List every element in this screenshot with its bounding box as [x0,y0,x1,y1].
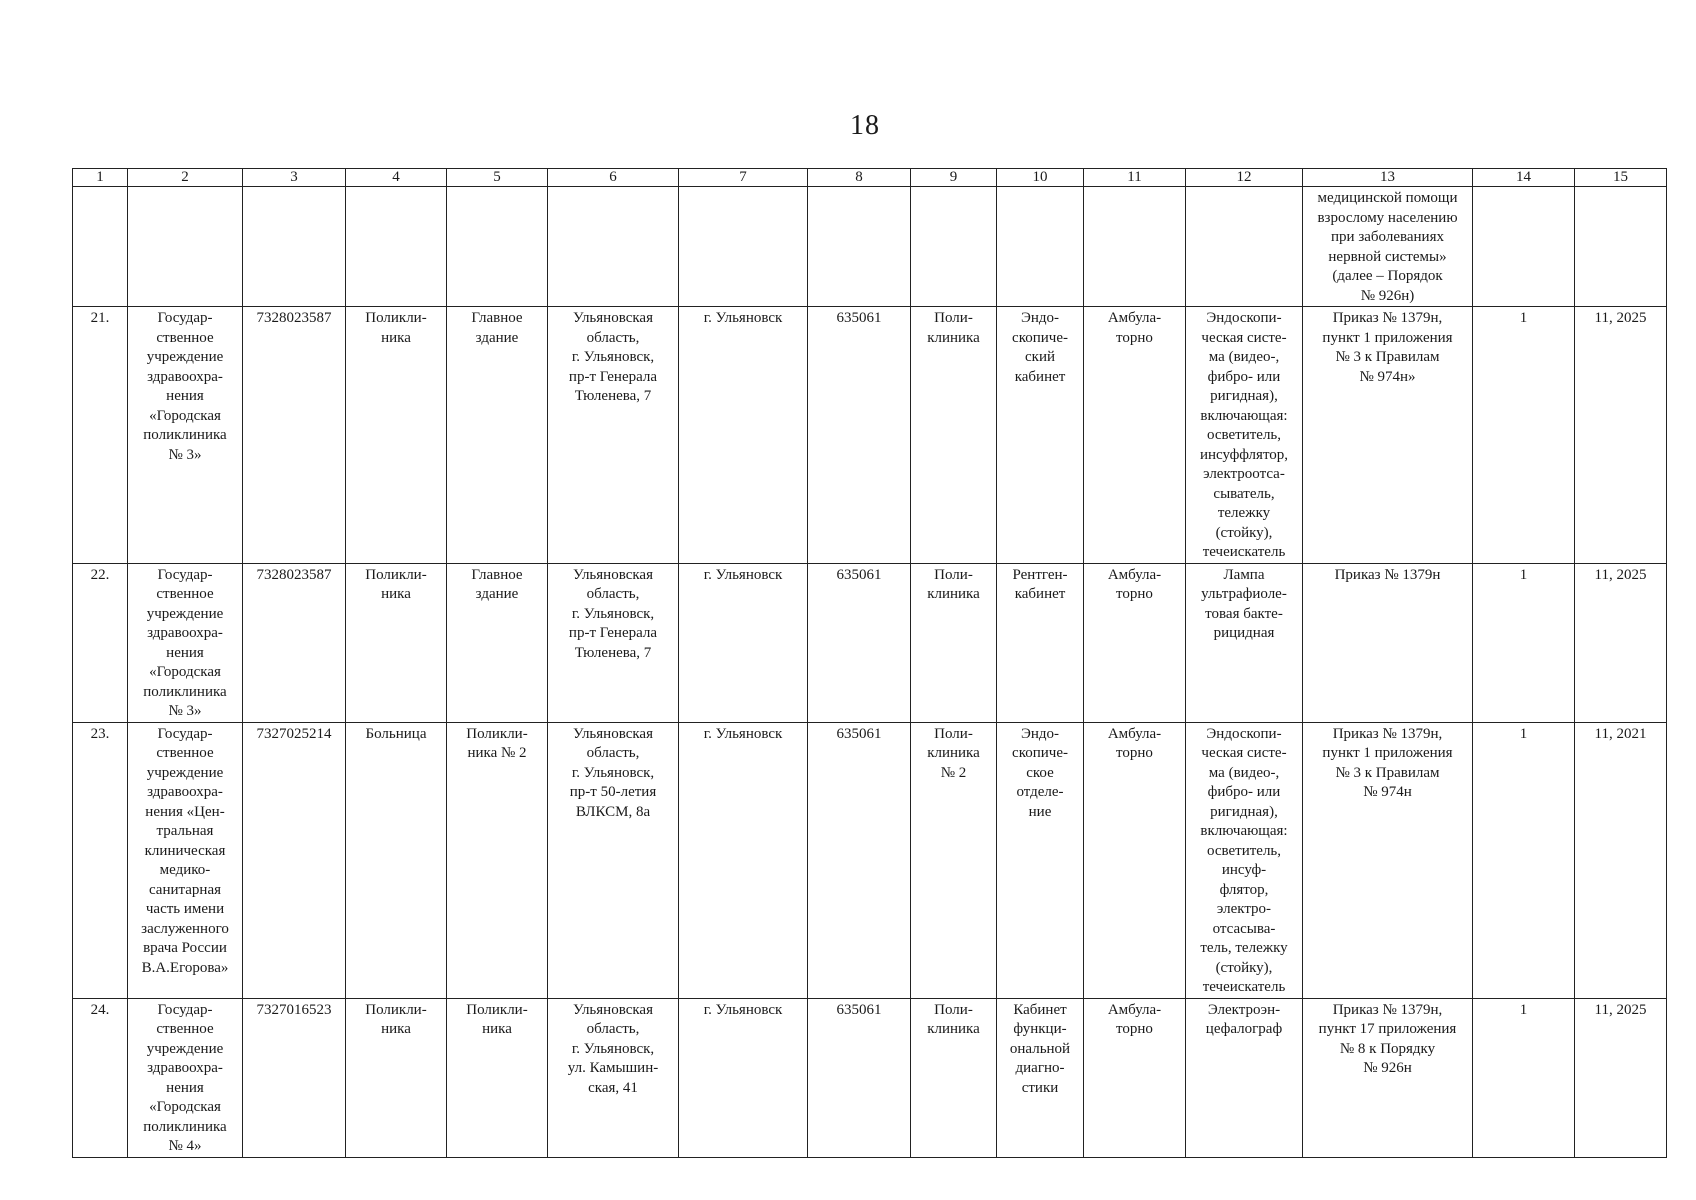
organization-name: Государ- ственное учреждение здравоохра- нения «Городская поликлиника № 3» [128,307,243,564]
col-header: 4 [346,169,447,187]
col-header: 13 [1303,169,1473,187]
facility-type: Поликли- ника [346,307,447,564]
column-number-header [73,169,1667,187]
col-header: 11 [1084,169,1186,187]
equipment: Эндоскопи- ческая систе- ма (видео-, фибро- или ригидная), включающая: осветитель, инсуффлятор, электроотса- сыватель, тележку (стойку), течеискатель [1186,307,1303,564]
quantity: 1 [1473,563,1575,722]
inn: 7327025214 [243,722,346,998]
building: Главное здание [447,563,548,722]
organization-name: Государ- ственное учреждение здравоохра- нения «Городская поликлиника № 3» [128,563,243,722]
table-row [73,307,1667,564]
legal-basis: Приказ № 1379н [1303,563,1473,722]
address: Ульяновская область, г. Ульяновск, ул. Камышин- ская, 41 [548,998,679,1157]
col-header: 8 [808,169,911,187]
page-number: 18 [850,110,880,141]
unit: Поли- клиника [911,998,997,1157]
equipment: Лампа ультрафиоле- товая бакте- рицидная [1186,563,1303,722]
care-type: Амбула- торно [1084,998,1186,1157]
col-header: 12 [1186,169,1303,187]
care-type: Амбула- торно [1084,307,1186,564]
quantity: 1 [1473,998,1575,1157]
department: Эндо- скопиче- ский кабинет [997,307,1084,564]
city: г. Ульяновск [679,563,808,722]
col-header: 1 [73,169,128,187]
col-header: 6 [548,169,679,187]
city: г. Ульяновск [679,307,808,564]
equipment: Эндоскопи- ческая систе- ма (видео-, фибро- или ригидная), включающая: осветитель, инсуф- флятор, электро- отсасыва- тель, тележку (стойку), течеискатель [1186,722,1303,998]
address: Ульяновская область, г. Ульяновск, пр-т 50-летия ВЛКСМ, 8а [548,722,679,998]
table-row [73,563,1667,722]
care-type: Амбула- торно [1084,722,1186,998]
inn: 7328023587 [243,563,346,722]
col-header: 9 [911,169,997,187]
equipment: Электроэн- цефалограф [1186,998,1303,1157]
department: Эндо- скопиче- ское отделе- ние [997,722,1084,998]
code: 635061 [808,722,911,998]
code: 635061 [808,998,911,1157]
row-number: 21. [73,307,128,564]
address: Ульяновская область, г. Ульяновск, пр-т Генерала Тюленева, 7 [548,307,679,564]
legal-basis: Приказ № 1379н, пункт 1 приложения № 3 к Правилам № 974н» [1303,307,1473,564]
year: 11, 2021 [1575,722,1667,998]
facility-type: Больница [346,722,447,998]
table-row [73,722,1667,998]
building: Поликли- ника № 2 [447,722,548,998]
building: Главное здание [447,307,548,564]
inn: 7327016523 [243,998,346,1157]
unit: Поли- клиника [911,307,997,564]
col-header: 7 [679,169,808,187]
continuation-basis: медицинской помощи взрослому населению при заболеваниях нервной системы» (далее – Порядок № 926н) [1303,187,1473,307]
code: 635061 [808,307,911,564]
col-header: 2 [128,169,243,187]
legal-basis: Приказ № 1379н, пункт 1 приложения № 3 к Правилам № 974н [1303,722,1473,998]
unit: Поли- клиника [911,563,997,722]
col-header: 10 [997,169,1084,187]
year: 11, 2025 [1575,563,1667,722]
code: 635061 [808,563,911,722]
col-header: 15 [1575,169,1667,187]
organization-name: Государ- ственное учреждение здравоохра- нения «Городская поликлиника № 4» [128,998,243,1157]
department: Рентген- кабинет [997,563,1084,722]
year: 11, 2025 [1575,307,1667,564]
care-type: Амбула- торно [1084,563,1186,722]
row-number: 24. [73,998,128,1157]
row-number: 22. [73,563,128,722]
row-number: 23. [73,722,128,998]
facility-type: Поликли- ника [346,563,447,722]
col-header: 3 [243,169,346,187]
year: 11, 2025 [1575,998,1667,1157]
col-header: 5 [447,169,548,187]
legal-basis: Приказ № 1379н, пункт 17 приложения № 8 к Порядку № 926н [1303,998,1473,1157]
address: Ульяновская область, г. Ульяновск, пр-т Генерала Тюленева, 7 [548,563,679,722]
unit: Поли- клиника № 2 [911,722,997,998]
inn: 7328023587 [243,307,346,564]
quantity: 1 [1473,307,1575,564]
building: Поликли- ника [447,998,548,1157]
table-row [73,998,1667,1157]
quantity: 1 [1473,722,1575,998]
city: г. Ульяновск [679,722,808,998]
department: Кабинет функци- ональной диагно- стики [997,998,1084,1157]
col-header: 14 [1473,169,1575,187]
city: г. Ульяновск [679,998,808,1157]
facility-type: Поликли- ника [346,998,447,1157]
organization-name: Государ- ственное учреждение здравоохра- нения «Цен- тральная клиническая медико- санитарная часть имени заслуженного врача России В.А.Егорова» [128,722,243,998]
registry-table [72,168,1667,1158]
continuation-row [73,187,1667,307]
